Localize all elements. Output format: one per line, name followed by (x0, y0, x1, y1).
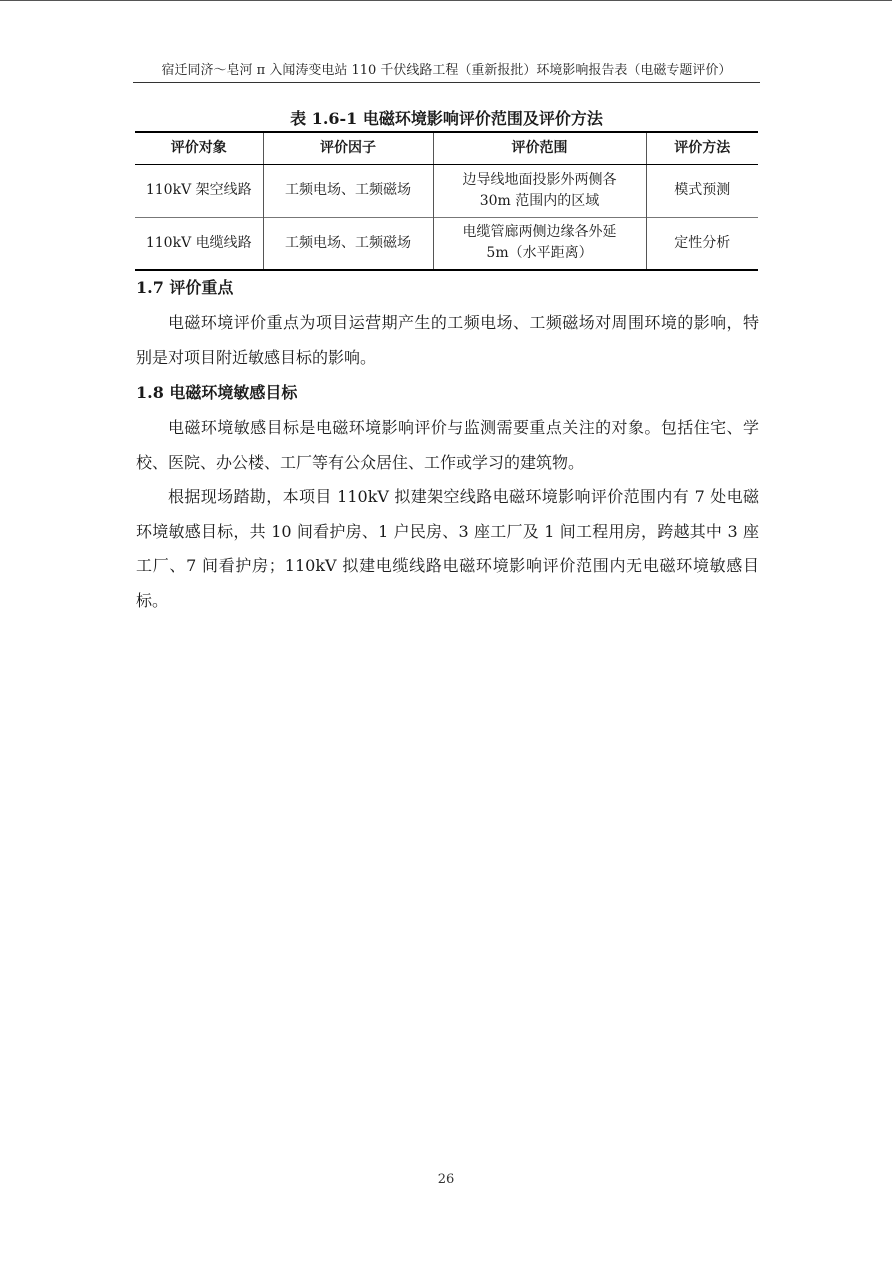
cell-factor: 工频电场、工频磁场 (263, 164, 433, 217)
paragraph-evaluation-focus: 电磁环境评价重点为项目运营期产生的工频电场、工频磁场对周围环境的影响，特别是对项目附近敏感目标的影响。 (136, 313, 759, 367)
table-header-row (135, 132, 758, 164)
running-header: 宿迁同济～皂河 π 入闻涛变电站 110 千伏线路工程（重新报批）环境影响报告表（电磁专题评价） (161, 63, 732, 78)
page-number: 26 (437, 1172, 455, 1187)
paragraph-sensitive-target-definition: 电磁环境敏感目标是电磁环境影响评价与监测需要重点关注的对象。包括住宅、学校、医院、办公楼、工厂等有公众居住、工作或学习的建筑物。 (136, 418, 759, 472)
cell-range (433, 217, 646, 270)
table-caption: 表 1.6-1 电磁环境影响评价范围及评价方法 (290, 109, 603, 128)
column-header-range: 评价范围 (433, 132, 646, 164)
evaluation-scope-table (135, 131, 758, 271)
cell-object: 110kV 架空线路 (145, 182, 252, 198)
cell-range-line: 边导线地面投影外两侧各 (462, 171, 617, 188)
cell-range-line: 30m 范围内的区域 (479, 192, 600, 209)
column-header-object: 评价对象 (135, 132, 263, 164)
cell-range-line: 电缆管廊两侧边缘各外延 (462, 224, 617, 241)
section-heading-1-8: 1.8 电磁环境敏感目标 (136, 383, 298, 402)
header-rule (133, 82, 760, 83)
table-row (135, 217, 758, 270)
cell-method: 模式预测 (646, 164, 758, 217)
paragraph-sensitive-target-survey: 根据现场踏勘，本项目 110kV 拟建架空线路电磁环境影响评价范围内有 7 处电磁环境敏感目标，共 10 间看护房、1 户民房、3 座工厂及 1 间工程用房，跨越其中 3 座工厂、7 间看护房；110kV 拟建电缆线路电磁环境影响评价范围内无电磁环境敏感目标。 (136, 487, 759, 610)
section-heading-1-7: 1.7 评价重点 (136, 278, 234, 297)
column-header-method: 评价方法 (646, 132, 758, 164)
column-header-factor: 评价因子 (263, 132, 433, 164)
cell-method: 定性分析 (646, 217, 758, 270)
cell-range-line: 5m（水平距离） (486, 245, 593, 262)
page-top-border (0, 0, 892, 1)
cell-object: 110kV 电缆线路 (135, 217, 263, 270)
table-row (135, 164, 758, 217)
cell-range (433, 164, 646, 217)
cell-factor: 工频电场、工频磁场 (263, 217, 433, 270)
